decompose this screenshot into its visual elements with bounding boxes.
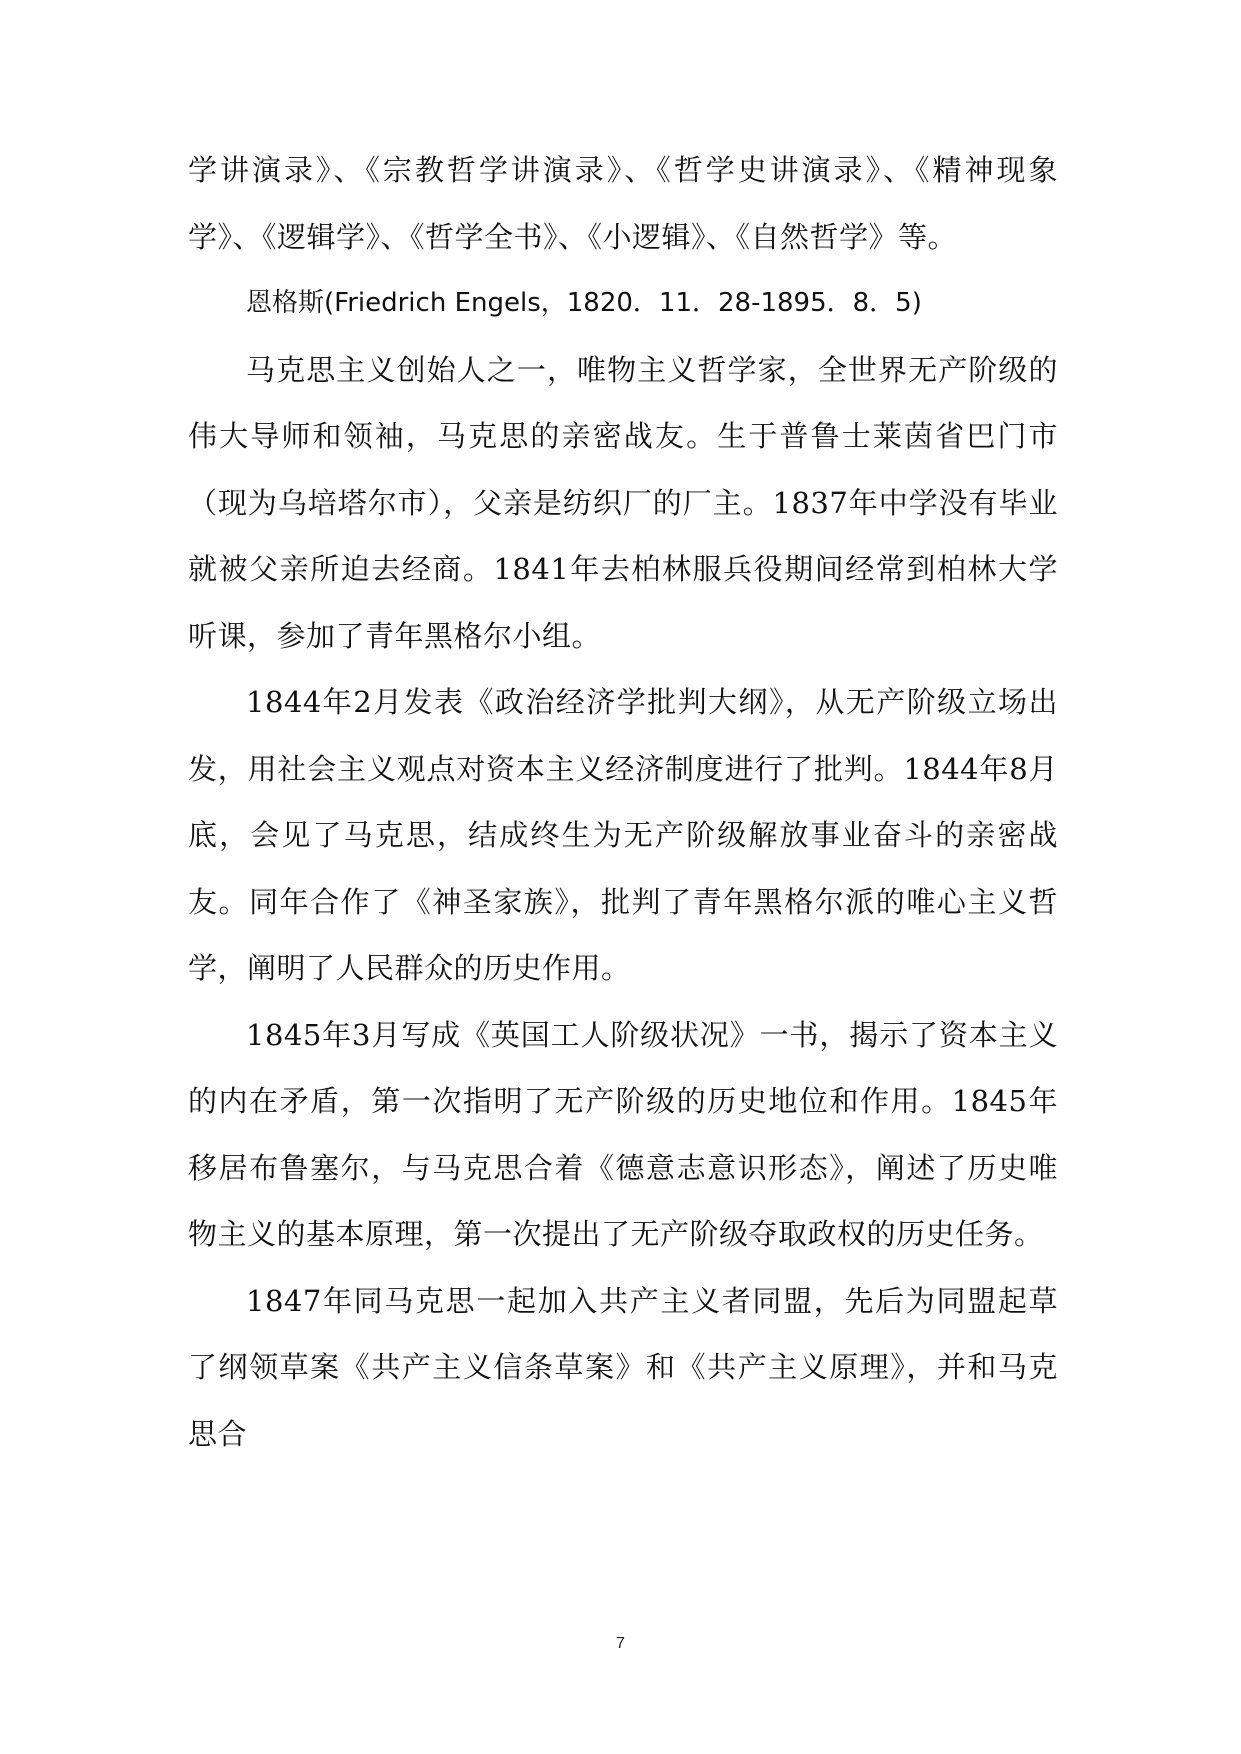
paragraph-1845: 1845年3月写成《英国工人阶级状况》一书，揭示了资本主义的内在矛盾，第一次指明了无产阶级的历史地位和作用。1845年移居布鲁塞尔，与马克思合着《德意志意识形态》，阐述了历史唯物主义的基本原理，第一次提出了无产阶级夺取政权的历史任务。 xyxy=(188,1017,1058,1251)
body-text xyxy=(188,137,1058,1467)
paragraph-hegel-works-continued: 学讲演录》、《宗教哲学讲演录》、《哲学史讲演录》、《精神现象学》、《逻辑学》、《哲学全书》、《小逻辑》、《自然哲学》等。 xyxy=(188,153,1058,254)
paragraph-engels-biography: 马克思主义创始人之一，唯物主义哲学家，全世界无产阶级的伟大导师和领袖，马克思的亲密战友。生于普鲁士莱茵省巴门市（现为乌培塔尔市），父亲是纺织厂的厂主。1837年中学没有毕业就被父亲所迫去经商。1841年去柏林服兵役期间经常到柏林大学听课，参加了青年黑格尔小组。 xyxy=(188,352,1058,653)
paragraph-1844: 1844年2月发表《政治经济学批判大纲》，从无产阶级立场出发，用社会主义观点对资本主义经济制度进行了批判。1844年8月底，会见了马克思，结成终生为无产阶级解放事业奋斗的亲密战友。同年合作了《神圣家族》，批判了青年黑格尔派的唯心主义哲学，阐明了人民群众的历史作用。 xyxy=(188,685,1058,985)
paragraph-engels-heading: 恩格斯(Friedrich Engels，1820．11．28-1895．8．5) xyxy=(246,288,922,318)
paragraph-1847: 1847年同马克思一起加入共产主义者同盟，先后为同盟起草了纲领草案《共产主义信条草案》和《共产主义原理》，并和马克思合 xyxy=(188,1283,1058,1451)
page-number: 7 xyxy=(616,1635,625,1652)
